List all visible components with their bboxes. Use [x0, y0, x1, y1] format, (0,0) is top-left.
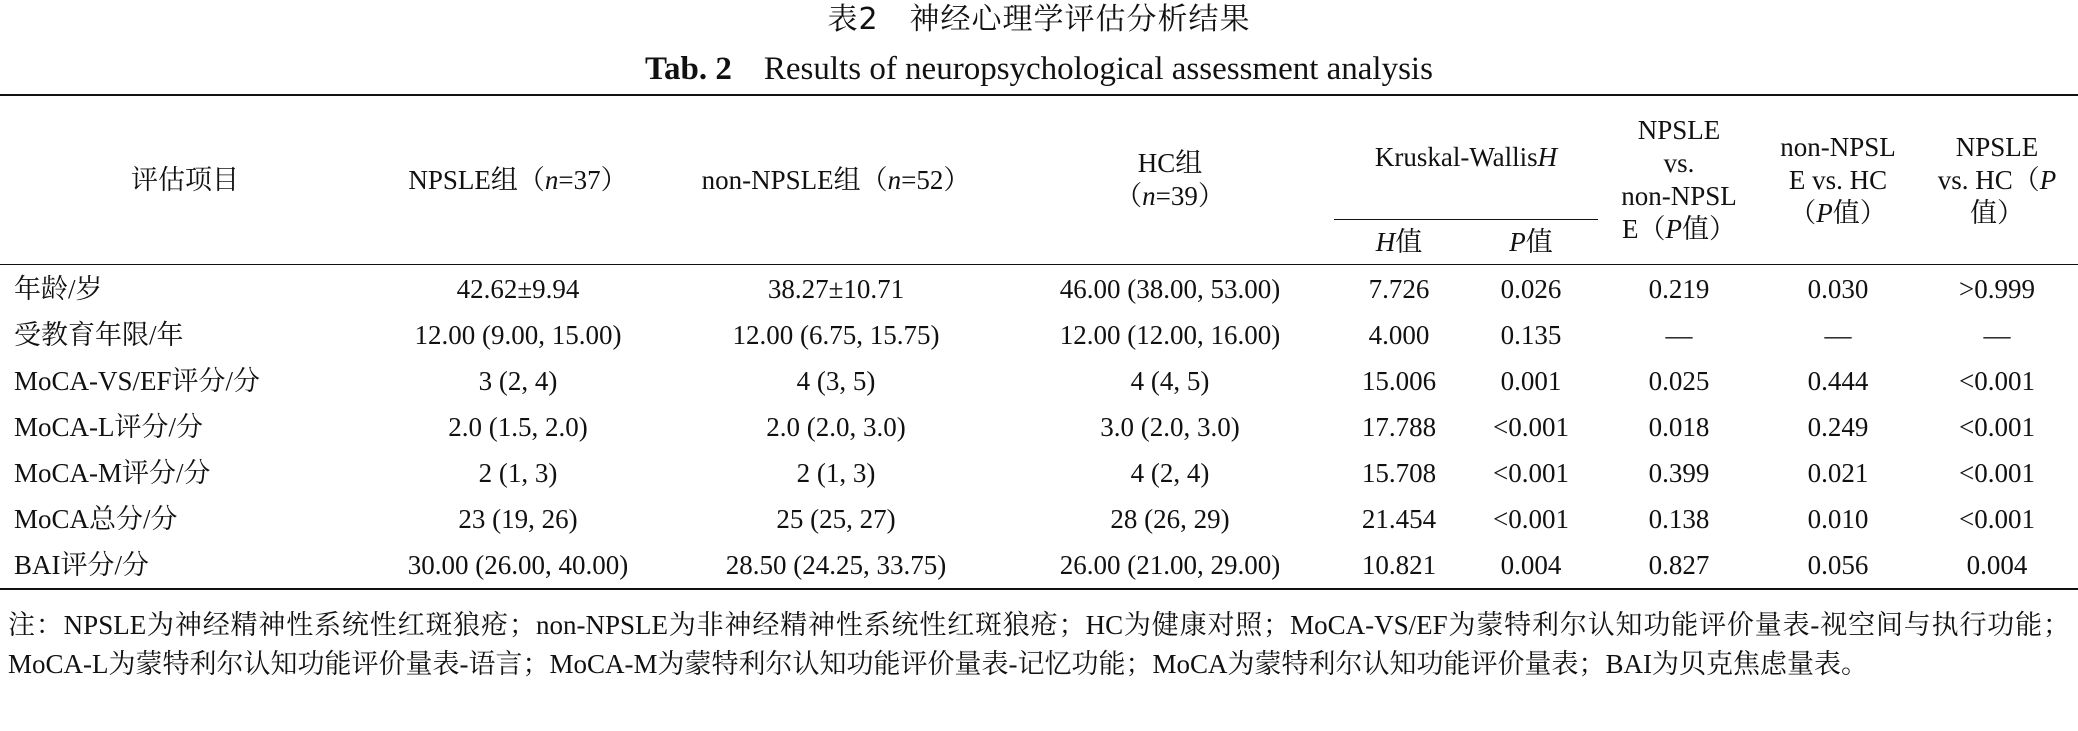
header-h-value: H 值 [1375, 226, 1423, 257]
cell-p3: — [1983, 319, 2011, 350]
header-p-value: P 值 [1509, 226, 1553, 257]
cell-p3: >0.999 [1959, 273, 2035, 304]
cell-non-npsle: 2 (1, 3) [796, 457, 876, 488]
cell-npsle: 30.00 (26.00, 40.00) [407, 549, 629, 580]
cell-p2: 0.010 [1807, 503, 1869, 534]
cell-h: 7.726 [1368, 273, 1430, 304]
cell-h: 10.821 [1361, 549, 1437, 580]
cell-non-npsle: 38.27±10.71 [767, 273, 905, 304]
cell-npsle: 42.62±9.94 [456, 273, 580, 304]
cell-p: <0.001 [1493, 457, 1569, 488]
cell-h: 21.454 [1361, 503, 1437, 534]
cell-p1: 0.138 [1648, 503, 1710, 534]
cell-p1: 0.219 [1648, 273, 1710, 304]
cell-non-npsle: 28.50 (24.25, 33.75) [725, 549, 947, 580]
cell-hc: 46.00 (38.00, 53.00) [1059, 273, 1281, 304]
cell-p2: — [1824, 319, 1852, 350]
cell-hc: 26.00 (21.00, 29.00) [1059, 549, 1281, 580]
cell-npsle: 2 (1, 3) [478, 457, 558, 488]
cell-p: 0.026 [1500, 273, 1562, 304]
cell-p2: 0.444 [1807, 365, 1869, 396]
cell-non-npsle: 4 (3, 5) [796, 365, 876, 396]
cell-p1: 0.827 [1648, 549, 1710, 580]
cell-non-npsle: 2.0 (2.0, 3.0) [766, 411, 906, 442]
header-non-npsle: non-NPSLE组（ n =52） [701, 164, 971, 195]
row-item: 受教育年限/年 [14, 319, 184, 350]
cell-p: <0.001 [1493, 503, 1569, 534]
header-rule [0, 264, 2078, 265]
cell-hc: 4 (4, 5) [1130, 365, 1210, 396]
cell-p: 0.004 [1500, 549, 1562, 580]
cell-p1: 0.025 [1648, 365, 1710, 396]
header-hc: HC组 （n=39） [1115, 148, 1225, 211]
cell-hc: 12.00 (12.00, 16.00) [1059, 319, 1281, 350]
row-item: MoCA总分/分 [14, 503, 178, 534]
cell-p3: <0.001 [1959, 503, 2035, 534]
cell-hc: 3.0 (2.0, 3.0) [1100, 411, 1240, 442]
table-label: Tab. 2 [645, 51, 732, 87]
cell-npsle: 3 (2, 4) [478, 365, 558, 396]
row-item: MoCA-L评分/分 [14, 411, 203, 442]
cell-hc: 4 (2, 4) [1130, 457, 1210, 488]
cell-npsle: 12.00 (9.00, 15.00) [414, 319, 622, 350]
header-npsle-vs-non: NPSLE vs. non-NPSL E（P值） [1621, 115, 1737, 244]
row-item: BAI评分/分 [14, 549, 149, 580]
bottom-rule [0, 588, 2078, 590]
cell-non-npsle: 25 (25, 27) [776, 503, 896, 534]
row-item: MoCA-VS/EF评分/分 [14, 365, 261, 396]
cell-h: 17.788 [1361, 411, 1437, 442]
header-npsle: NPSLE组（ n =37） [408, 164, 628, 195]
cell-hc: 28 (26, 29) [1110, 503, 1230, 534]
cell-p3: <0.001 [1959, 365, 2035, 396]
cell-p: 0.001 [1500, 365, 1562, 396]
row-item: 年龄/岁 [14, 273, 103, 304]
cell-p2: 0.249 [1807, 411, 1869, 442]
cell-p2: 0.021 [1807, 457, 1869, 488]
table-title: Results of neuropsychological assessment analysis [763, 51, 1433, 87]
cell-non-npsle: 12.00 (6.75, 15.75) [732, 319, 940, 350]
header-kruskal-wallis: Kruskal-Wallis H [1374, 142, 1558, 172]
cell-p3: 0.004 [1966, 549, 2028, 580]
cell-p: 0.135 [1500, 319, 1562, 350]
cell-npsle: 23 (19, 26) [458, 503, 578, 534]
table-caption-en [0, 48, 2078, 90]
cell-h: 15.006 [1361, 365, 1437, 396]
cell-npsle: 2.0 (1.5, 2.0) [448, 411, 588, 442]
cell-p2: 0.030 [1807, 273, 1869, 304]
cell-p2: 0.056 [1807, 549, 1869, 580]
cell-p1: 0.018 [1648, 411, 1710, 442]
header-item: 评估项目 [131, 164, 239, 195]
header-npsle-vs-hc: NPSLE vs. HC（P 值） [1937, 131, 2057, 228]
cell-p1: 0.399 [1648, 457, 1710, 488]
table-footnote: 注：NPSLE为神经精神性系统性红斑狼疮；non-NPSLE为非神经精神性系统性红斑狼疮；HC为健康对照；MoCA-VS/EF为蒙特利尔认知功能评价量表-视空间与执行功能；MoCA-L为蒙特利尔认知功能评价量表-语言；MoCA-M为蒙特利尔认知功能评价量表-记忆功能；MoCA为蒙特利尔认知功能评价量表；BAI为贝克焦虑量表。 [8, 610, 2070, 679]
table-caption-zh: 表2 神经心理学评估分析结果 [827, 2, 1251, 37]
row-item: MoCA-M评分/分 [14, 457, 211, 488]
header-non-vs-hc: non-NPSL E vs. HC （P值） [1780, 131, 1896, 228]
cell-p: <0.001 [1493, 411, 1569, 442]
cell-p1: — [1665, 319, 1693, 350]
cell-h: 4.000 [1368, 319, 1430, 350]
cell-h: 15.708 [1361, 457, 1437, 488]
cell-p3: <0.001 [1959, 457, 2035, 488]
cell-p3: <0.001 [1959, 411, 2035, 442]
